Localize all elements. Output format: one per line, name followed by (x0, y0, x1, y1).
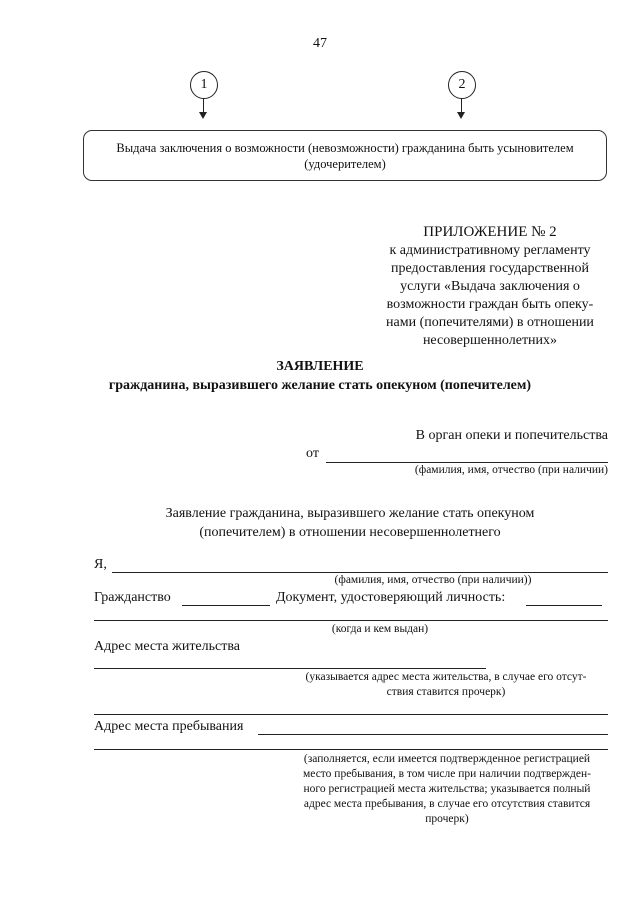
stay-label: Адрес места пребывания (94, 719, 244, 734)
document-title (0, 357, 640, 395)
stay-extra-field[interactable] (94, 749, 608, 750)
appendix-line: предоставления государственной (390, 261, 590, 276)
issued-hint: (когда и кем выдан) (331, 623, 429, 635)
stay-hint-line1: (заполняется, если имеется подтвержденное регистрацией (303, 753, 591, 765)
flow-box-line2: (удочерителем) (304, 156, 386, 171)
flow-box (83, 130, 607, 181)
flow-box-line1: Выдача заключения о возможности (невозможности) гражданина быть усыновителем (116, 140, 574, 155)
id-document-label: Документ, удостоверяющий личность: (276, 590, 506, 605)
id-document-field[interactable] (526, 605, 602, 606)
stay-hint-line4: адрес места пребывания, в случае его отсутствия ставится (303, 798, 591, 810)
stay-field[interactable] (258, 734, 608, 735)
appendix-line: к административному регламенту (389, 243, 591, 258)
appendix-block (372, 222, 608, 350)
from-hint: (фамилия, имя, отчество (при наличии) (414, 464, 608, 476)
title-line2: гражданина, выразившего желание стать опекуном (попечителем) (108, 378, 532, 393)
step-1-circle: 1 (190, 71, 218, 99)
subtitle-line1: Заявление гражданина, выразившего желание стать опекуном (165, 506, 535, 521)
form-subtitle (130, 504, 570, 542)
step-2-circle: 2 (448, 71, 476, 99)
stay-hint-line2: место пребывания, в том числе при наличии подтвержден- (303, 768, 591, 780)
residence-hint-line2: ствия ставится прочерк) (386, 686, 506, 698)
residence-label: Адрес места жительства (94, 639, 240, 654)
appendix-heading: ПРИЛОЖЕНИЕ № 2 (423, 224, 557, 240)
appendix-line: возможности граждан быть опеку- (386, 297, 594, 312)
citizenship-label: Гражданство (94, 590, 171, 605)
full-name-hint: (фамилия, имя, отчество (при наличии)) (334, 574, 532, 586)
citizenship-field[interactable] (182, 605, 270, 606)
i-label: Я, (94, 557, 107, 572)
title-line1: ЗАЯВЛЕНИЕ (276, 359, 364, 374)
stay-hint (284, 752, 610, 827)
step-2-arrow-line (461, 98, 462, 112)
residence-hint (282, 670, 610, 700)
down-arrow-icon (457, 112, 465, 119)
residence-field[interactable] (94, 668, 486, 669)
step-1-arrow-line (203, 98, 204, 112)
down-arrow-icon (199, 112, 207, 119)
id-document-details-field[interactable] (94, 620, 608, 621)
addressee-organ: В орган опеки и попечительства (415, 428, 608, 443)
from-label: от (306, 446, 319, 461)
stay-hint-line5: прочерк) (425, 813, 469, 825)
residence-extra-field[interactable] (94, 714, 608, 715)
stay-hint-line3: ного регистрацией места жительства; указывается полный (303, 783, 591, 795)
appendix-line: нами (попечителями) в отношении (386, 315, 594, 330)
appendix-line: услуги «Выдача заключения о (400, 279, 580, 294)
appendix-line: несовершеннолетних» (422, 333, 558, 348)
subtitle-line2: (попечителем) в отношении несовершеннолетнего (199, 525, 501, 540)
page-number: 47 (313, 36, 327, 51)
residence-hint-line1: (указывается адрес места жительства, в случае его отсут- (305, 671, 587, 683)
